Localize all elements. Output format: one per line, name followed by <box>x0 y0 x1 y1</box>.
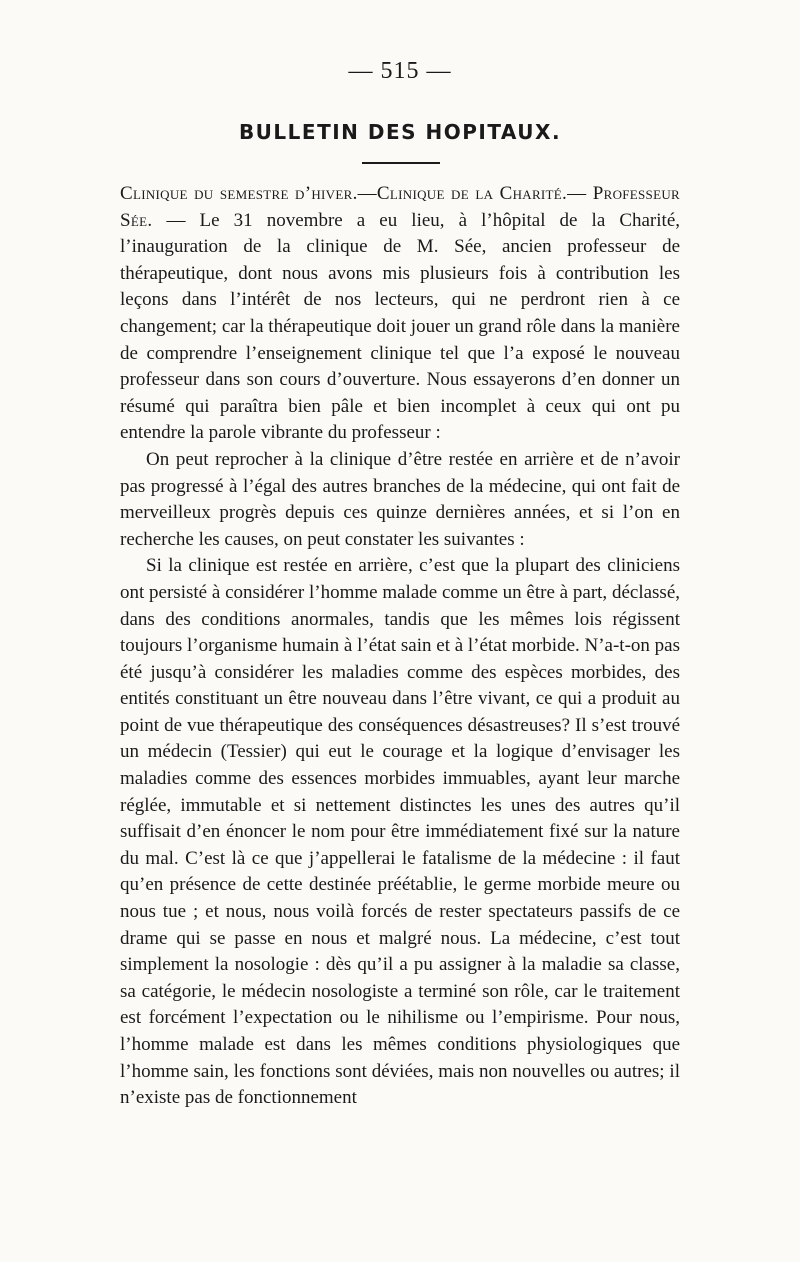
paragraph: Si la clinique est restée en arrière, c’est que la plupart des cliniciens ont persisté à considérer l’homme malade comme un être à part, déclassé, dans des conditions anormales, tandis que les mêmes lois régissent toujours l’organisme humain à l’état sain et à l’état morbide. N’a-t-on pas été jusqu’à considérer les maladies comme des espèces morbides, des entités constituant un être nouveau dans l’être vivant, ce qui a produit au point de vue thérapeutique des conséquences désastreuses? Il s’est trouvé un médecin (Tessier) qui eut le courage et la logique d’envisager les maladies comme des essences morbides immuables, ayant leur marche réglée, immutable et si nettement distinctes les unes des autres qu’il suffisait d’en énoncer le nom pour être immédiatement fixé sur la nature du mal. C’est là ce que j’appellerai le fatalisme de la médecine : il faut qu’en présence de cette destinée préétablie, le germe morbide meure ou nous tue ; et nous, nous voilà forcés de rester spectateurs passifs de ce drame qui se passe en nous et malgré nous. La médecine, c’est tout simplement la nosologie : dès qu’il a pu assigner à la maladie sa classe, sa catégorie, le médecin nosologiste a terminé son rôle, car le traitement est forcément l’expectation ou le nihilisme ou l’empirisme. Pour nous, l’homme malade est dans les mêmes conditions physiologiques que l’homme sain, les fonctions sont déviées, mais non nouvelles ou autres; il n’existe pas de fonctionnement <box>120 555 680 1109</box>
running-head: BULLETIN DES HOPITAUX. <box>238 120 562 144</box>
page-number: — 515 — <box>348 58 452 84</box>
separator-rule <box>362 162 440 164</box>
first-paragraph <box>120 181 680 447</box>
paragraph: On peut reprocher à la clinique d’être restée en arrière et de n’avoir pas progressé à l’égal des autres branches de la médecine, qui ont fait de merveilleux progrès depuis ces quinze dernières années, et si l’on en recherche les causes, on peut constater les suivantes : <box>120 448 680 550</box>
article-heading: Clinique du semestre d’hiver.—Clinique de la Charité.— Professeur Sée. <box>120 183 680 231</box>
paragraph-text: — Le 31 novembre a eu lieu, à l’hôpital de la Charité, l’inauguration de la clinique de M. Sée, ancien professeur de thérapeutique, dont nous avons mis plusieurs fois à contribution les leçons dans l’intérêt de nos lecteurs, qui ne perdront rien à ce changement; car la thérapeutique doit jouer un grand rôle dans la manière de comprendre l’enseignement clinique tel que l’a exposé le nouveau professeur dans son cours d’ouverture. Nous essayerons d’en donner un résumé qui paraîtra bien pâle et bien incomplet à ceux qui ont pu entendre la parole vibrante du professeur : <box>120 209 681 444</box>
article-body <box>120 181 680 1112</box>
